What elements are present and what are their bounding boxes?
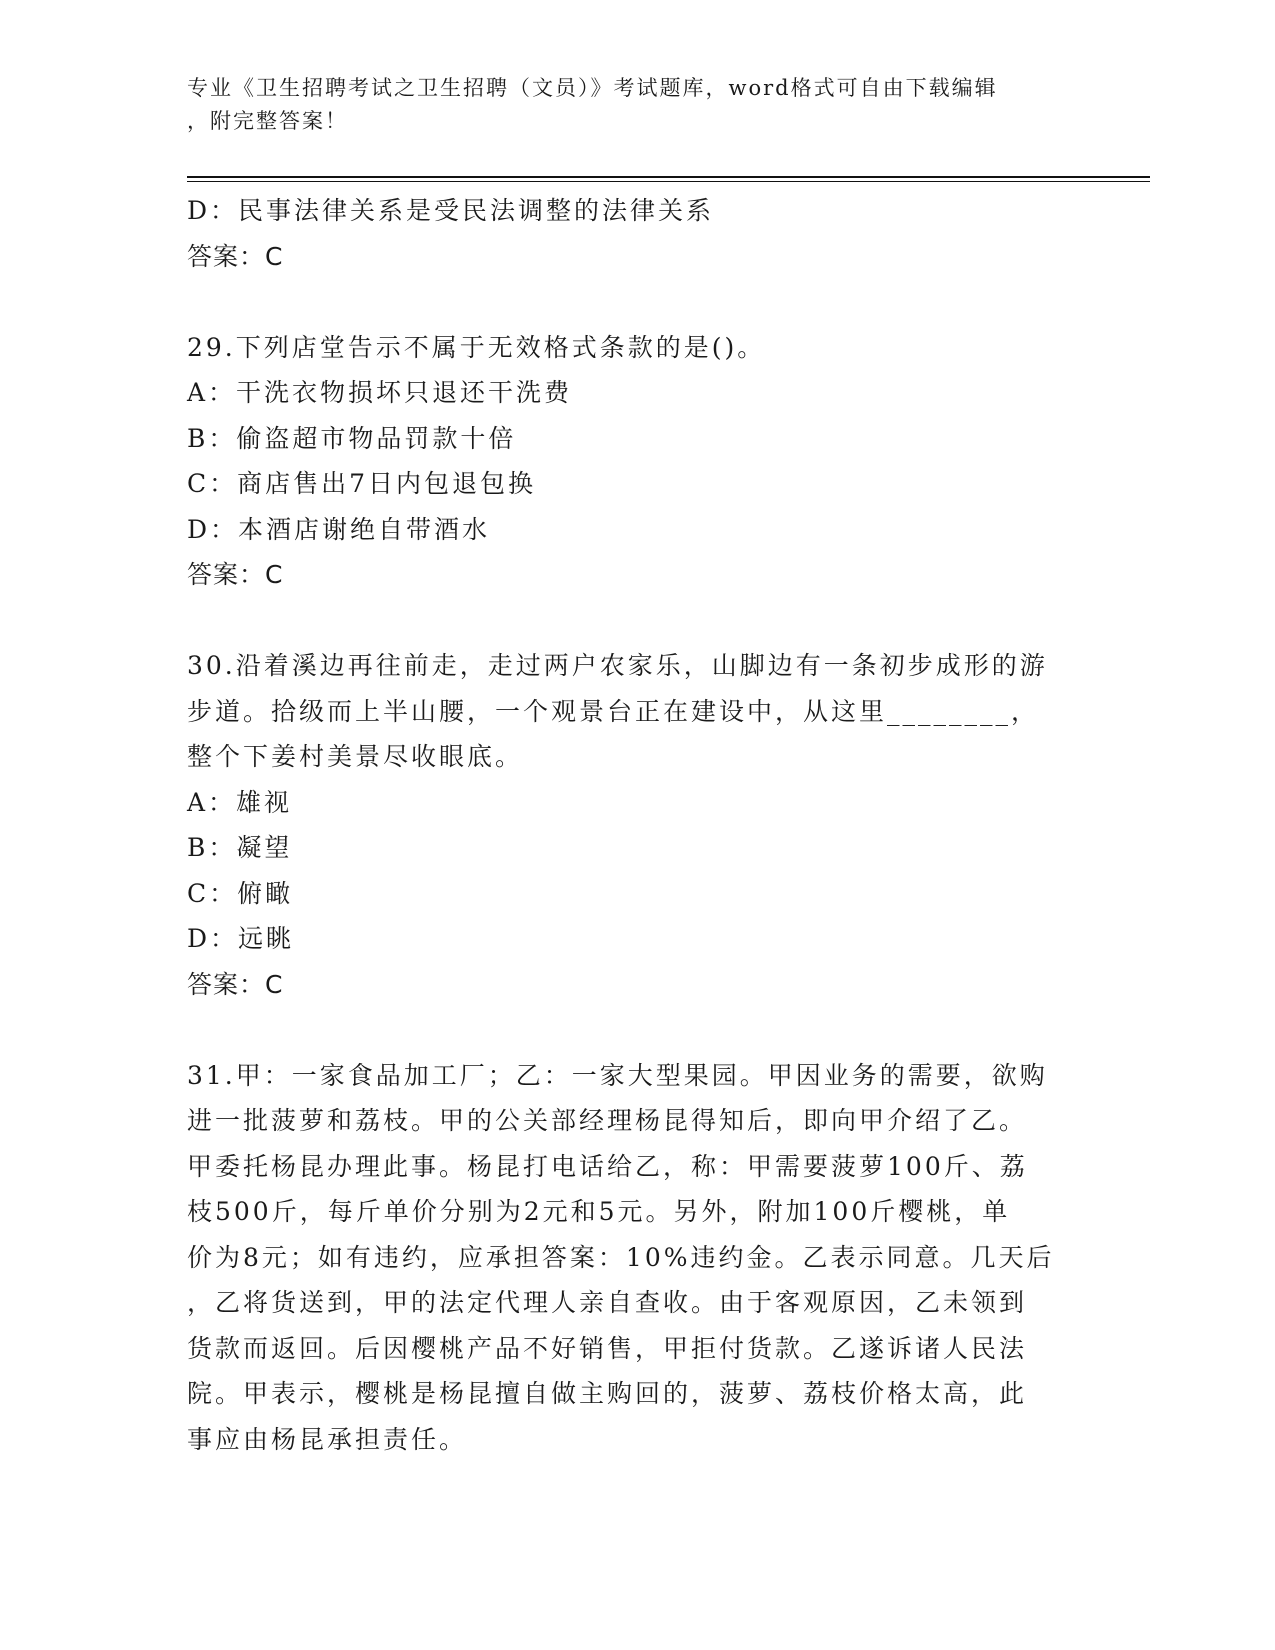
spacer [187,598,1087,644]
q29-answer: 答案：C [187,560,284,589]
spacer [187,279,1087,325]
q31-stem-line-2: 进一批菠萝和荔枝。甲的公关部经理杨昆得知后，即向甲介绍了乙。 [187,1106,1028,1135]
q29-option-d: D：本酒店谢绝自带酒水 [187,514,491,544]
question-content [187,188,1087,1462]
q31-stem-line-6: ，乙将货送到，甲的法定代理人亲自查收。由于客观原因，乙未领到 [187,1288,1028,1317]
q31-stem-line-9: 事应由杨昆承担责任。 [187,1424,468,1454]
q31-stem-line-8: 院。甲表示，樱桃是杨昆擅自做主购回的，菠萝、荔枝价格太高，此 [187,1379,1028,1408]
prev-answer: 答案：C [187,241,284,271]
prev-option-d: D：民事法律关系是受民法调整的法律关系 [187,196,715,225]
q30-stem-line-1: 30.沿着溪边再往前走，走过两户农家乐，山脚边有一条初步成形的游 [187,651,1048,680]
q30-stem-line-3: 整个下姜村美景尽收眼底。 [187,742,524,771]
q30-option-b: B：凝望 [187,833,293,862]
q31-stem-line-4: 枝500斤，每斤单价分别为2元和5元。另外，附加100斤樱桃，单 [187,1197,1011,1226]
header-line-2: ，附完整答案！ [187,109,348,133]
q29-option-b: B：偷盗超市物品罚款十倍 [187,423,517,453]
spacer [187,1007,1087,1053]
q30-stem-line-2: 步道。拾级而上半山腰，一个观景台正在建设中，从这里________， [187,696,1040,726]
q31-stem-line-1: 31.甲：一家食品加工厂；乙：一家大型果园。甲因业务的需要，欲购 [187,1060,1048,1090]
q29-option-c: C：商店售出7日内包退包换 [187,469,537,498]
header-line-1: 专业《卫生招聘考试之卫生招聘（文员）》考试题库，word格式可自由下载编辑 [187,76,998,100]
q30-option-c: C：俯瞰 [187,878,294,908]
q31-stem-line-5: 价为8元；如有违约，应承担答案：10%违约金。乙表示同意。几天后 [187,1242,1055,1272]
q30-option-a: A：雄视 [187,787,293,817]
q31-stem-line-3: 甲委托杨昆办理此事。杨昆打电话给乙，称：甲需要菠萝100斤、荔 [187,1151,1028,1181]
q29-stem: 29.下列店堂告示不属于无效格式条款的是()。 [187,332,766,362]
q29-option-a: A：干洗衣物损坏只退还干洗费 [187,378,573,407]
q30-answer: 答案：C [187,969,284,999]
q30-option-d: D：远眺 [187,924,295,953]
q31-stem-line-7: 货款而返回。后因樱桃产品不好销售，甲拒付货款。乙遂诉诸人民法 [187,1333,1028,1363]
header-rule-thick [187,176,1150,178]
header-rule-thin [187,181,1150,182]
document-header [187,72,1067,138]
